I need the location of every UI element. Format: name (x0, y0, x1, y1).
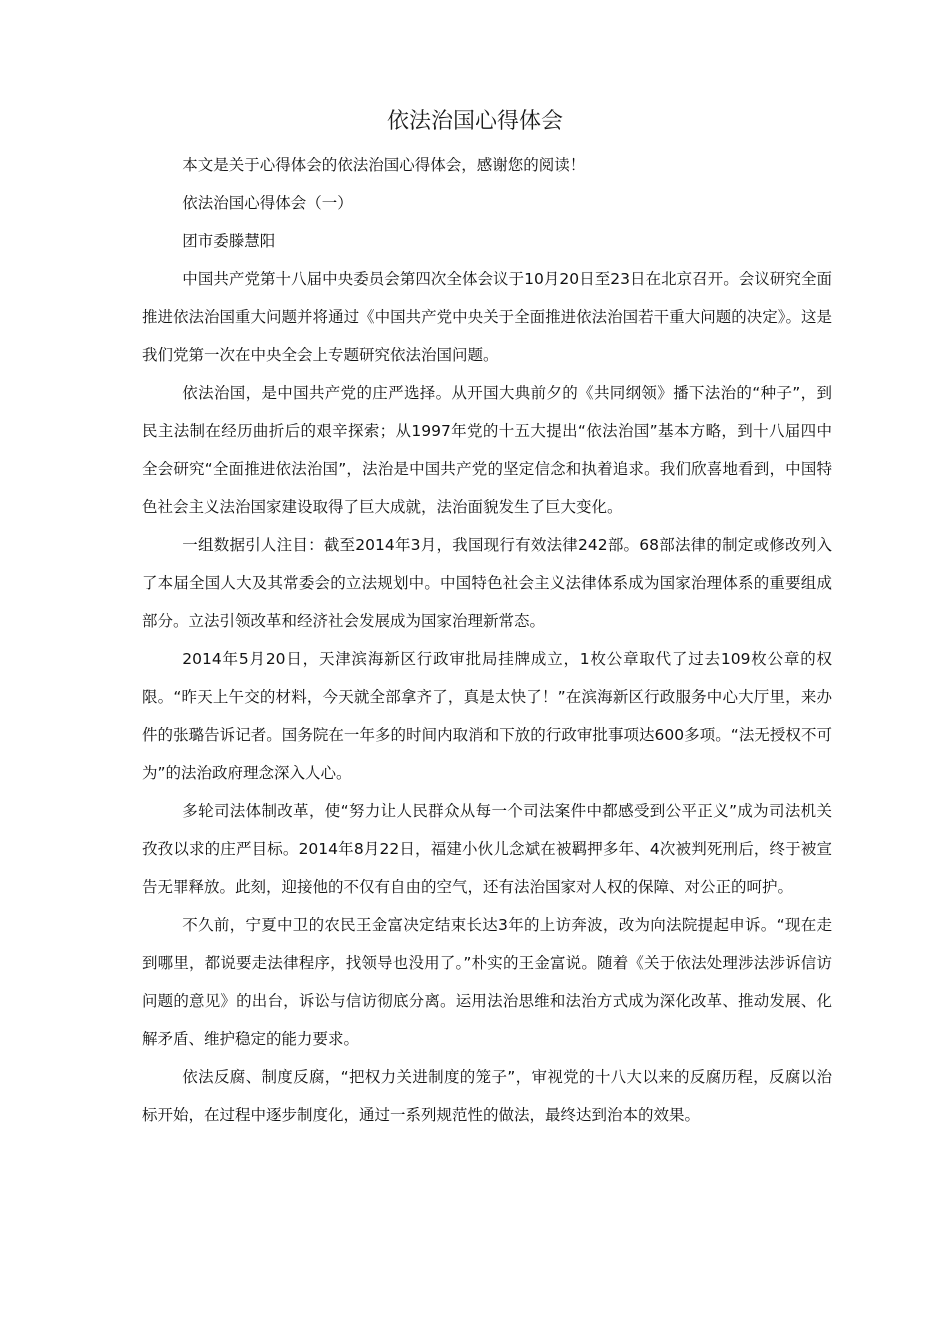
body-paragraph: 依法治国，是中国共产党的庄严选择。从开国大典前夕的《共同纲领》播下法治的“种子”，到民主法制在经历曲折后的艰辛探索；从1997年党的十五大提出“依法治国”基本方略，到十八届四中全会研究“全面推进依法治国”，法治是中国共产党的坚定信念和执着追求。我们欣喜地看到，中国特色社会主义法治国家建设取得了巨大成就，法治面貌发生了巨大变化。 (142, 384, 832, 516)
document-title: 依法治国心得体会 (386, 109, 563, 134)
body-paragraph: 多轮司法体制改革，使“努力让人民群众从每一个司法案件中都感受到公平正义”成为司法机关孜孜以求的庄严目标。2014年8月22日，福建小伙儿念斌在被羁押多年、4次被判死刑后，终于被宣告无罪释放。此刻，迎接他的不仅有自由的空气，还有法治国家对人权的保障、对公正的呵护。 (142, 802, 832, 896)
section-heading: 依法治国心得体会（一） (182, 194, 353, 212)
document-body (142, 146, 832, 1134)
intro-paragraph: 本文是关于心得体会的依法治国心得体会，感谢您的阅读！ (182, 156, 586, 174)
body-paragraph: 依法反腐、制度反腐，“把权力关进制度的笼子”，审视党的十八大以来的反腐历程，反腐以治标开始，在过程中逐步制度化，通过一系列规范性的做法，最终达到治本的效果。 (142, 1068, 832, 1124)
body-paragraph: 2014年5月20日，天津滨海新区行政审批局挂牌成立，1枚公章取代了过去109枚公章的权限。“昨天上午交的材料，今天就全部拿齐了，真是太快了！”在滨海新区行政服务中心大厅里，来办件的张璐告诉记者。国务院在一年多的时间内取消和下放的行政审批事项达600多项。“法无授权不可为”的法治政府理念深入人心。 (142, 650, 832, 782)
body-paragraph: 中国共产党第十八届中央委员会第四次全体会议于10月20日至23日在北京召开。会议研究全面推进依法治国重大问题并将通过《中国共产党中央关于全面推进依法治国若干重大问题的决定》。这是我们党第一次在中央全会上专题研究依法治国问题。 (142, 270, 832, 364)
author-line: 团市委滕慧阳 (182, 232, 276, 250)
body-paragraph: 不久前，宁夏中卫的农民王金富决定结束长达3年的上访奔波，改为向法院提起申诉。“现在走到哪里，都说要走法律程序，找领导也没用了。”朴实的王金富说。随着《关于依法处理涉法涉诉信访问题的意见》的出台，诉讼与信访彻底分离。运用法治思维和法治方式成为深化改革、推动发展、化解矛盾、维护稳定的能力要求。 (142, 916, 832, 1048)
body-paragraph: 一组数据引人注目：截至2014年3月，我国现行有效法律242部。68部法律的制定或修改列入了本届全国人大及其常委会的立法规划中。中国特色社会主义法律体系成为国家治理体系的重要组成部分。立法引领改革和经济社会发展成为国家治理新常态。 (142, 536, 832, 630)
